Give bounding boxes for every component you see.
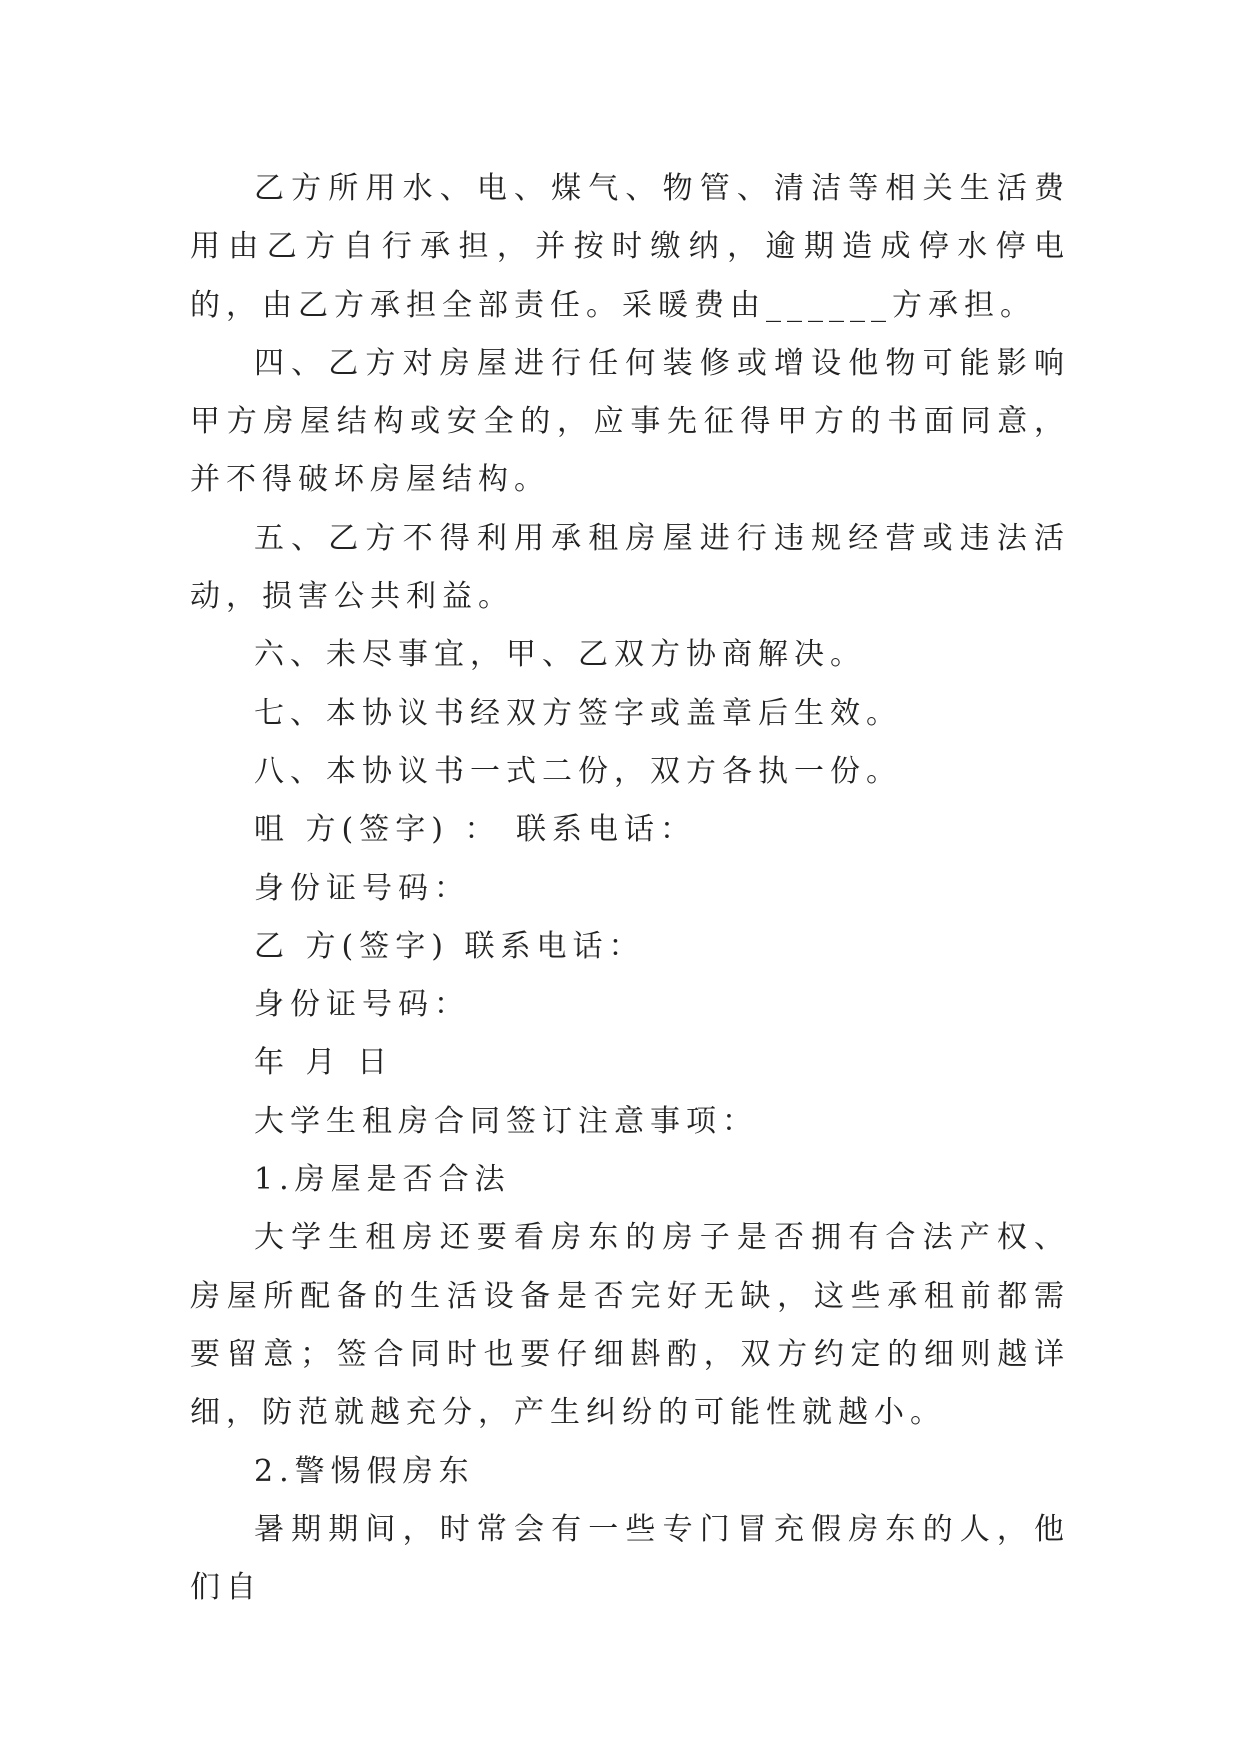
paragraph-clause-5: 五、乙方不得利用承租房屋进行违规经营或违法活动，损害公共利益。 [190, 520, 1070, 615]
paragraph-utilities: 乙方所用水、电、煤气、物管、清洁等相关生活费用由乙方自行承担，并按时缴纳，逾期造成停水停电的，由乙方承担全部责任。采暖费由______方承担。 [190, 171, 1070, 323]
date-line: 年 月 日 [254, 1045, 394, 1081]
section-heading-notes: 大学生租房合同签订注意事项： [254, 1103, 758, 1139]
subheading-legal-house: 1.房屋是否合法 [254, 1162, 511, 1198]
paragraph-clause-7: 七、本协议书经双方签字或盖章后生效。 [254, 695, 902, 731]
document-body [190, 160, 1070, 1617]
subheading-fake-landlord: 2.警惕假房东 [254, 1453, 475, 1489]
id-number-party-b: 身份证号码： [254, 987, 470, 1023]
paragraph-clause-4: 四、乙方对房屋进行任何装修或增设他物可能影响甲方房屋结构或安全的，应事先征得甲方的书面同意，并不得破坏房屋结构。 [190, 345, 1070, 498]
paragraph-legal-house: 大学生租房还要看房东的房子是否拥有合法产权、房屋所配备的生活设备是否完好无缺，这些承租前都需要留意；签合同时也要仔细斟酌，双方约定的细则越详细，防范就越充分，产生纠纷的可能性就越小。 [190, 1220, 1070, 1431]
signature-party-b: 乙 方(签字) 联系电话： [254, 928, 645, 964]
id-number-party-a: 身份证号码： [254, 870, 470, 906]
signature-party-a: 咀 方(签字) ： 联系电话： [254, 812, 697, 848]
paragraph-clause-8: 八、本协议书一式二份，双方各执一份。 [254, 753, 902, 789]
paragraph-fake-landlord: 暑期期间，时常会有一些专门冒充假房东的人，他们自 [190, 1511, 1070, 1606]
paragraph-clause-6: 六、未尽事宜，甲、乙双方协商解决。 [254, 637, 866, 673]
